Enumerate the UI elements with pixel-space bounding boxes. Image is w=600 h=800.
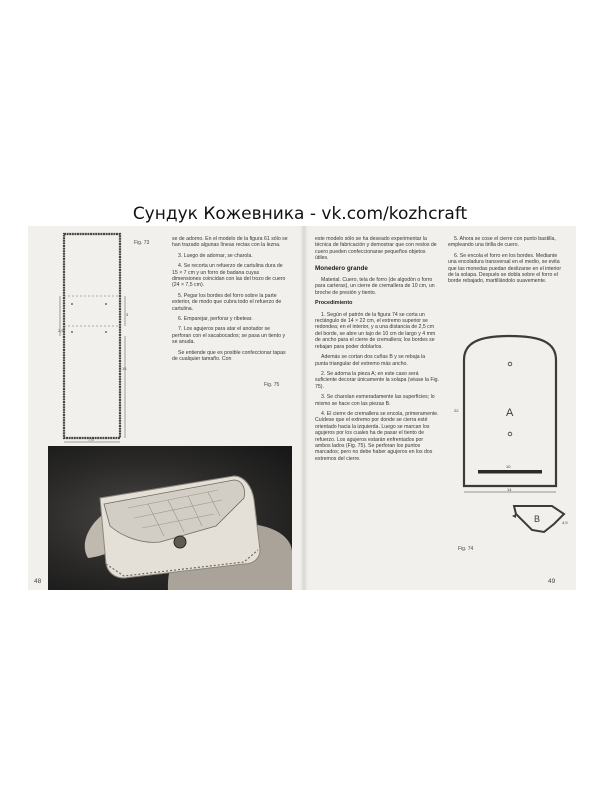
snap-marker [508, 432, 512, 436]
paragraph: este modelo sólo se ha deseado experimentar la técnica de fabricación y demostrar que con restos de cuero pueden confeccionarse pequeños objetos útiles. [315, 236, 437, 262]
purse-pattern-figure [452, 330, 576, 550]
snap-marker [508, 362, 512, 366]
material-paragraph: Material. Cuero, tela de forro (de algodón o forro para carteras), un cierre de cremallera de 10 cm, un broche de presión y tiento. [315, 277, 435, 296]
hole-marker [71, 303, 73, 305]
paragraph: Se entiende que es posible confeccionar tapas de cualquier tamaño. Con [172, 349, 286, 363]
cover-outline [64, 234, 120, 438]
page-number-right: 49 [548, 578, 556, 585]
procedure-heading: Procedimiento [315, 300, 353, 307]
step-paragraph: Además se cortan dos cuñas B y se rebaja la punta triangular del extremo más ancho. [315, 354, 426, 367]
piece-a-label: A [506, 407, 514, 419]
paragraph: 4. Se recorta un refuerzo de cartulina dura de 15 × 7 cm y un forro de badana cuyas dimensiones coincidan con las del trozo de cuero (24 × 7,5 cm). [172, 263, 286, 289]
purse-photo [48, 446, 292, 590]
step-paragraph: 3. Se charolan esmeradamente las superficies; lo mismo se hace con las piezas B. [315, 394, 435, 407]
zipper-slot [478, 470, 542, 474]
hole-marker [105, 331, 107, 333]
right-text-column [315, 236, 439, 462]
dim-label: 2,5 [58, 328, 64, 333]
snap-button [174, 536, 186, 548]
notebook-cover-pattern [58, 232, 138, 446]
hole-marker [71, 331, 73, 333]
step-paragraph: 4. El cierre de cremallera se encola, primeramente. Cuídese que el extremo por donde se cierra esté orientado hacia la izquierda. Luego se marcan los agujeros por los cuales ha de pasar el tiento de refuerzo. Los agujeros estarán enfrentados por ambos lados (Fig. 75). Se perforan los puntos marcados; pero no debe haber agujeros en los dos extremos del cierre. [315, 410, 439, 462]
section-heading: Monedero grande [315, 264, 368, 272]
dim-label: 4,5 [562, 520, 568, 525]
hole-marker [105, 303, 107, 305]
paragraph: 6. Emparejar, perforar y ribetear. [178, 316, 253, 323]
paragraph: 5. Pegar los bordes del forro sobre la parte exterior, de modo que cubra todo el refuerzo de cartulina. [172, 292, 282, 312]
paragraph: 3. Luego de adornar, se charola. [178, 252, 253, 259]
figure-caption-75: Fig. 75 [264, 382, 280, 388]
dim-label: 14 [507, 487, 512, 492]
paragraph: se de adorno. En el modelo de la figura 61 sólo se han trazado algunas líneas rectas con la lezna. [172, 236, 288, 249]
step-paragraph: 6. Se encola el forro en los bordes. Mediante una encoladura transversal en el medio, se evita que las monedas puedan deslizarse en el interior de la solapa. Después se dobla sobre el forro el borde rebajado, martillándolo suavemente. [448, 252, 562, 285]
figure-caption-73: Fig. 73 [134, 240, 150, 246]
purse-illustration [48, 446, 292, 590]
piece-b-label: B [534, 514, 541, 524]
page-number-left: 48 [34, 578, 42, 585]
dim-label: 15 [122, 366, 127, 371]
dim-label: 3 [126, 312, 129, 317]
dim-label: 22 [454, 408, 459, 413]
paragraph: 7. Los agujeros para atar el anotador se perforan con el sacabocados; se pasa un tiento y se anuda. [172, 326, 286, 346]
dim-label: 7,5 [88, 437, 94, 442]
piece-b-tip [512, 514, 516, 518]
watermark: Сундук Кожевника - vk.com/kozhcraft [132, 204, 468, 224]
right-text-column-2 [448, 236, 566, 289]
dim-label: 10 [506, 464, 511, 469]
step-paragraph: 5. Ahora se cose el cierre con punto bastilla, empleando una tirilla de cuero. [448, 236, 556, 249]
step-paragraph: 1. Según el patrón de la figura 74 se corta un rectángulo de 14 × 22 cm, el extremo superior se redondea; en el interior, y a una distancia de 2,5 cm del borde, se abre un tajo de 10 cm de largo y 4 mm de ancho para el cierre de cremallera; los bordes se rebajan para poder doblarlos. [315, 311, 436, 350]
left-text-column [172, 236, 288, 363]
book-fold [300, 226, 308, 590]
step-paragraph: 2. Se adorna la pieza A; en este caso será suficiente decorar únicamente la solapa (véase la Fig. 75). [315, 370, 439, 390]
figure-caption-74: Fig. 74 [458, 546, 474, 552]
book-spread [28, 226, 576, 590]
